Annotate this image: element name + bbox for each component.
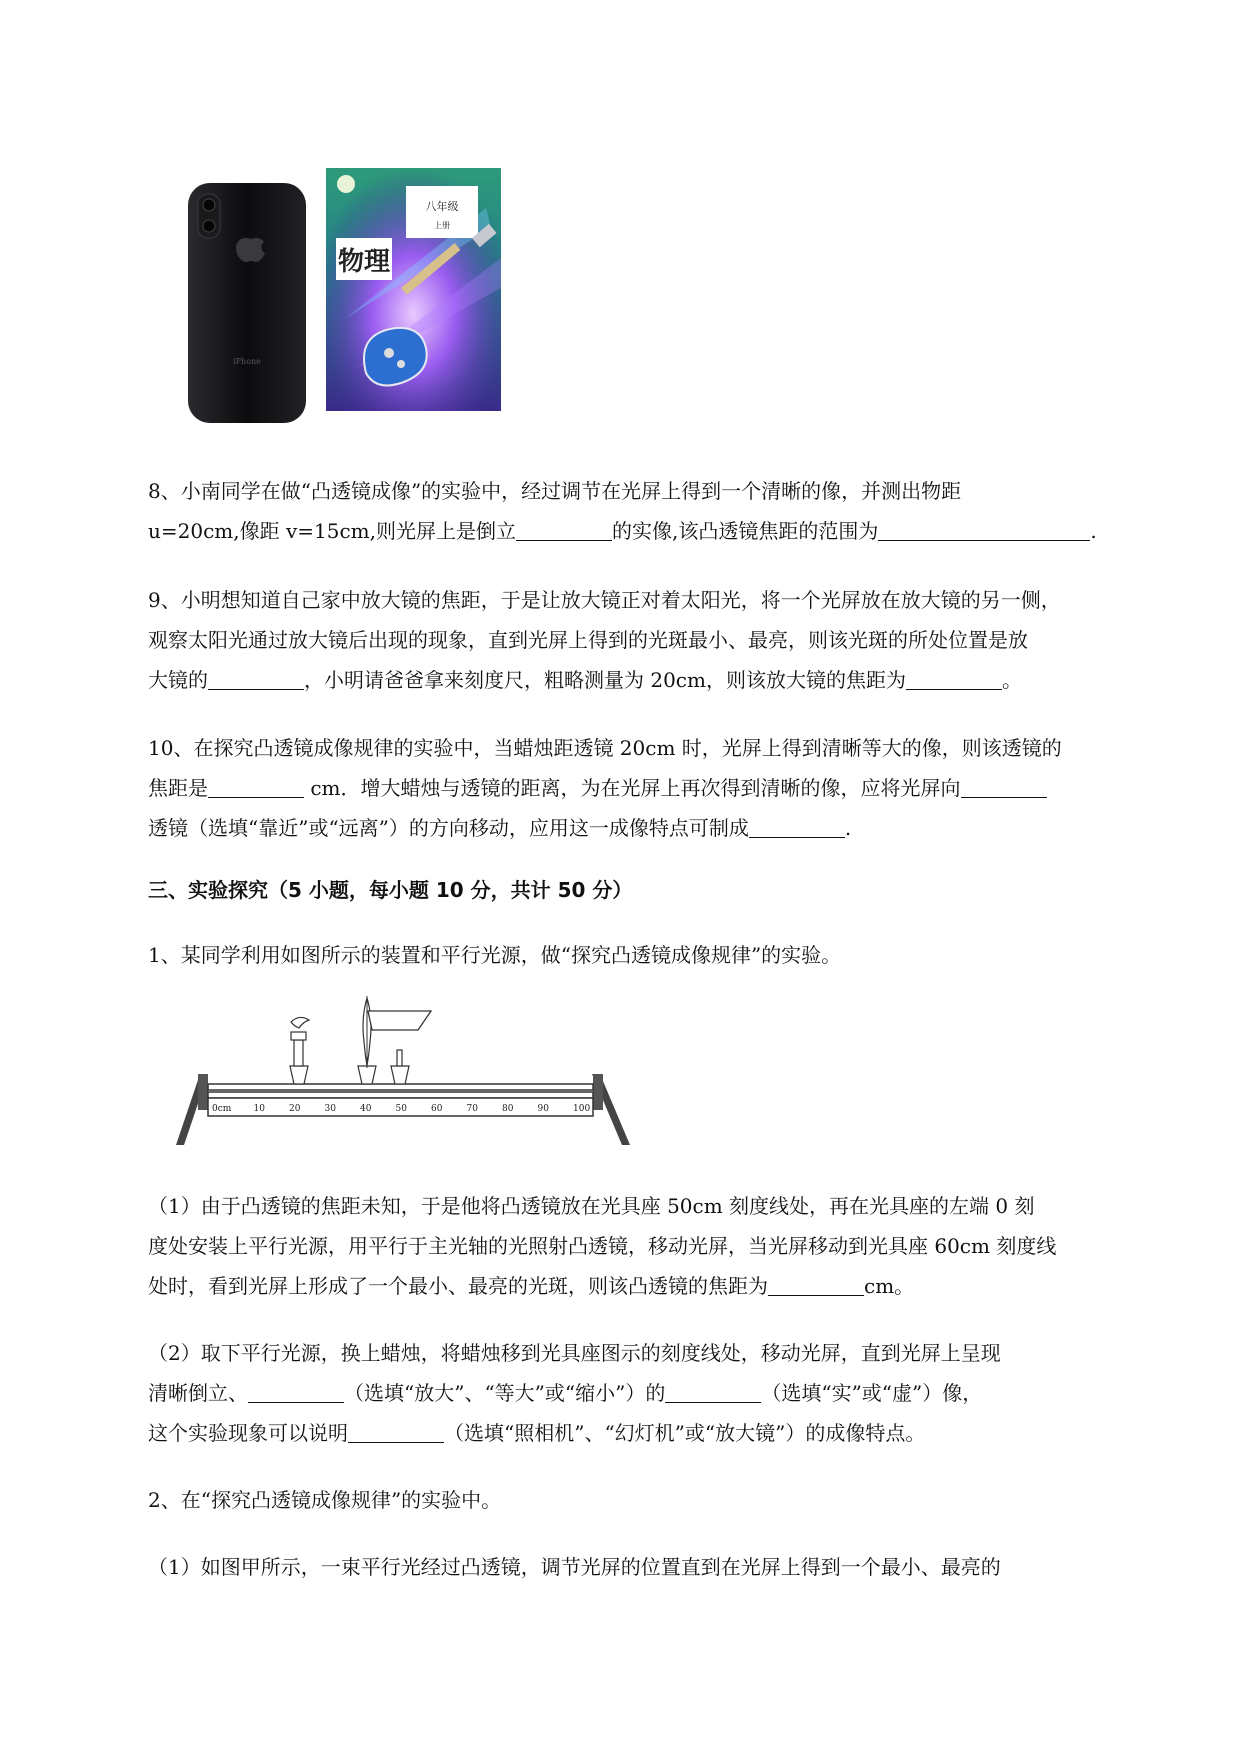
q8-text-b: 的实像,该凸透镜焦距的范围为 [612, 519, 879, 543]
optical-bench-figure [172, 992, 632, 1152]
answer-blank[interactable] [768, 1275, 864, 1296]
q8-text-c: . [1090, 519, 1097, 543]
e1-p1-text-a: 处时，看到光屏上形成了一个最小、最亮的光斑，则该凸透镜的焦距为 [148, 1274, 768, 1298]
candle-holder [290, 1017, 309, 1084]
e1-p2-text-a: 清晰倒立、 [148, 1381, 248, 1405]
light-screen [368, 1011, 431, 1030]
e1-p2-text-c: （选填“实”或“虚”）像， [761, 1381, 983, 1405]
experiment-1-part-1-line-3 [148, 1266, 1160, 1306]
q9-text-c: 。 [1001, 668, 1022, 692]
ruler-label: 80 [502, 1104, 514, 1114]
e1-p2-text-d: 这个实验现象可以说明 [148, 1421, 348, 1445]
answer-blank[interactable] [516, 520, 612, 541]
question-9-line-1: 9、小明想知道自己家中放大镜的焦距，于是让放大镜正对着太阳光，将一个光屏放在放大镜的另一侧， [148, 588, 1061, 612]
question-10-line-1: 10、在探究凸透镜成像规律的实验中，当蜡烛距透镜 20cm 时，光屏上得到清晰等大的像，则该透镜的 [148, 736, 1062, 760]
answer-blank[interactable] [208, 669, 304, 690]
phone-image [188, 183, 306, 423]
phone-and-textbook-figure [186, 168, 516, 428]
ruler-label: 10 [253, 1104, 265, 1114]
answer-blank[interactable] [665, 1382, 761, 1403]
svg-text:上册: 上册 [434, 221, 450, 230]
convex-lens [358, 996, 376, 1084]
experiment-1-intro: 1、某同学利用如图所示的装置和平行光源，做“探究凸透镜成像规律”的实验。 [148, 943, 842, 967]
screen-holder [391, 1050, 409, 1084]
ruler-label: 100 [573, 1104, 591, 1114]
experiment-2-intro: 2、在“探究凸透镜成像规律”的实验中。 [148, 1488, 502, 1512]
question-9-line-3 [148, 660, 1160, 700]
q10-text-b: cm．增大蜡烛与透镜的距离，为在光屏上再次得到清晰的像，应将光屏向 [304, 776, 961, 800]
bench-left-post [198, 1074, 208, 1110]
bench-rail-top [208, 1084, 593, 1090]
question-9-line-2: 观察太阳光通过放大镜后出现的现象，直到光屏上得到的光斑最小、最亮，则该光斑的所处位置是放 [148, 628, 1028, 652]
ruler-label: 50 [395, 1104, 407, 1114]
ruler-label: 90 [537, 1104, 549, 1114]
bench-rail-bottom [208, 1092, 593, 1098]
ruler-label: 0cm [212, 1104, 232, 1114]
experiment-2-part-1-line-1: （1）如图甲所示，一束平行光经过凸透镜，调节光屏的位置直到在光屏上得到一个最小、最亮的 [148, 1555, 1001, 1579]
answer-blank[interactable] [348, 1422, 444, 1443]
experiment-1-part-2-line-3 [148, 1413, 1160, 1453]
e1-p1-text-b: cm。 [864, 1274, 915, 1298]
q10-text-a: 焦距是 [148, 776, 208, 800]
section-3-heading: 三、实验探究（5 小题，每小题 10 分，共计 50 分） [148, 878, 633, 902]
svg-text:物理: 物理 [337, 247, 391, 277]
answer-blank[interactable] [208, 777, 304, 798]
ruler-label: 30 [324, 1104, 336, 1114]
physics-textbook-image [326, 168, 501, 411]
question-10-line-3 [148, 808, 1160, 848]
experiment-1-part-1-line-1: （1）由于凸透镜的焦距未知，于是他将凸透镜放在光具座 50cm 刻度线处，再在光具座的左端 0 刻 [148, 1194, 1035, 1218]
q9-text-a: 大镜的 [148, 668, 208, 692]
answer-blank[interactable] [906, 669, 1002, 690]
answer-blank[interactable] [248, 1382, 344, 1403]
ruler-label: 40 [360, 1104, 372, 1114]
ruler-label: 70 [466, 1104, 478, 1114]
q9-text-b: ，小明请爸爸拿来刻度尺，粗略测量为 20cm，则该放大镜的焦距为 [304, 668, 906, 692]
e1-p2-text-e: （选填“照相机”、“幻灯机”或“放大镜”）的成像特点。 [444, 1421, 926, 1445]
answer-blank[interactable] [878, 520, 1090, 541]
question-8-line-2 [148, 511, 1160, 551]
experiment-1-part-1-line-2: 度处安装上平行光源，用平行于主光轴的光照射凸透镜，移动光屏，当光屏移动到光具座 60cm 刻度线 [148, 1234, 1057, 1258]
ruler-label: 20 [289, 1104, 301, 1114]
svg-text:iPhone: iPhone [233, 357, 261, 366]
question-8-line-1: 8、小南同学在做“凸透镜成像”的实验中，经过调节在光屏上得到一个清晰的像，并测出物距 [148, 479, 962, 503]
experiment-1-part-2-line-1: （2）取下平行光源，换上蜡烛，将蜡烛移到光具座图示的刻度线处，移动光屏，直到光屏上呈现 [148, 1341, 1001, 1365]
answer-blank[interactable] [749, 817, 845, 838]
answer-blank[interactable] [961, 777, 1047, 798]
q10-text-c: 透镜（选填“靠近”或“远离”）的方向移动，应用这一成像特点可制成 [148, 816, 749, 840]
q8-text-a: u=20cm,像距 v=15cm,则光屏上是倒立 [148, 519, 516, 543]
experiment-1-part-2-line-2 [148, 1373, 1160, 1413]
ruler-label: 60 [431, 1104, 443, 1114]
question-10-line-2 [148, 768, 1160, 808]
candle-flame [291, 1017, 309, 1028]
q10-text-d: . [844, 816, 852, 840]
svg-text:八年级: 八年级 [425, 200, 459, 213]
bench-right-post [593, 1074, 603, 1110]
e1-p2-text-b: （选填“放大”、“等大”或“缩小”）的 [344, 1381, 666, 1405]
